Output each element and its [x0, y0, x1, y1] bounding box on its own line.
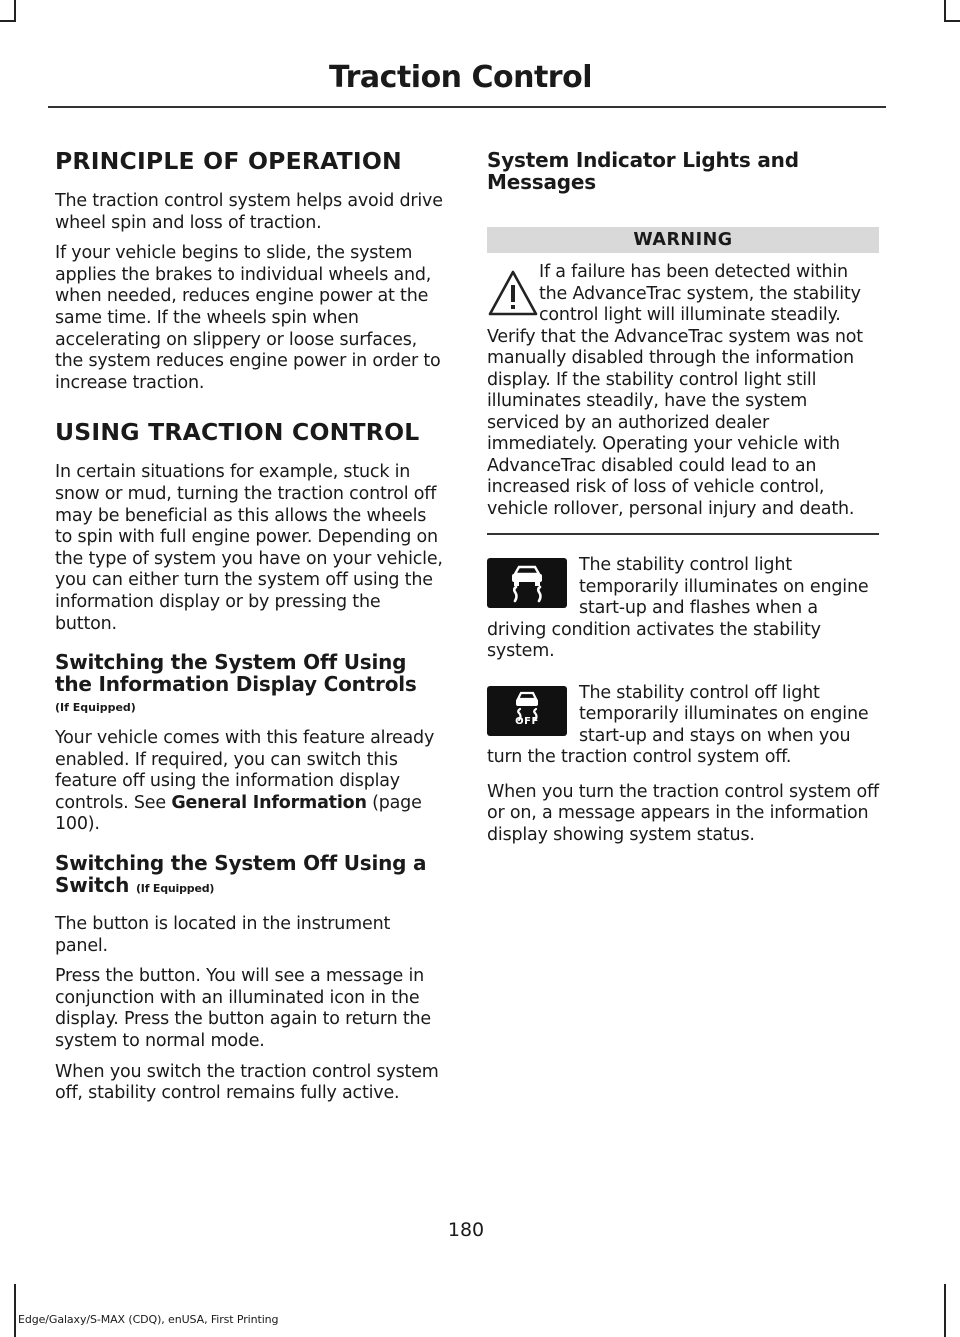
paragraph: If your vehicle begins to slide, the system applies the brakes to individual wheels and, when needed, reduces engine power at the same time. If the wheels spin when accelerating on slippery or loose surfaces, the system reduces engine power in order to increase traction. — [55, 243, 441, 393]
off-label: OFF — [515, 716, 539, 727]
heading-switch — [55, 852, 447, 900]
right-column — [487, 146, 879, 855]
stability-control-indicator — [487, 555, 879, 663]
warning-banner: WARNING — [487, 227, 879, 253]
crop-mark — [0, 20, 16, 22]
crop-mark — [14, 0, 16, 22]
paragraph: Press the button. You will see a message in conjunction with an illuminated icon in the display. Press the button again to return the system to normal mode. — [55, 966, 431, 1052]
warning-end-rule — [487, 533, 879, 535]
indicator-description: The stability control off light temporarily illuminates on engine start-up and stays on when you turn the traction control system off. — [487, 682, 869, 767]
paragraph: The button is located in the instrument panel. — [55, 914, 391, 956]
reference-lead-text: Your vehicle comes with this feature already enabled. If required, you can switch this feature off using the information display controls. See — [55, 728, 435, 813]
left-column — [55, 146, 447, 1114]
paragraph: When you switch the traction control system off, stability control remains fully active. — [55, 1061, 439, 1104]
warning-body — [487, 262, 879, 520]
indicator-description: The stability control light temporarily illuminates on engine start-up and flashes when a driving condition activates the stability system. — [487, 555, 869, 661]
if-equipped-note: (If Equipped) — [55, 701, 136, 715]
page-number: 180 — [447, 1219, 485, 1241]
paragraph: When you turn the traction control system off or on, a message appears in the information display showing system status. — [487, 781, 879, 845]
heading-system-indicator-lights: System Indicator Lights and Messages — [487, 148, 799, 194]
reference-page: (page 100). — [55, 792, 422, 835]
crop-mark — [14, 1284, 16, 1337]
stability-control-off-indicator — [487, 683, 879, 769]
crop-mark — [944, 20, 960, 22]
paragraph: The traction control system helps avoid drive wheel spin and loss of traction. — [55, 191, 443, 233]
paragraph: In certain situations for example, stuck in snow or mud, turning the traction control off may be beneficial as this allows the wheels to spin with full engine power. Depending on the type of system you have on your vehicle, you can either turn the system off using the information display or by pressing the button. — [55, 462, 443, 634]
general-information-link[interactable]: General Information — [171, 792, 367, 813]
stability-control-light-icon — [487, 558, 567, 608]
stability-control-off-light-icon — [487, 686, 567, 736]
page-title: Traction Control — [328, 60, 592, 95]
heading-using-traction-control: USING TRACTION CONTROL — [55, 418, 420, 447]
crop-mark — [944, 1284, 946, 1337]
header-rule — [48, 106, 886, 108]
heading-information-display-controls: Switching the System Off Using the Information Display Controls — [55, 650, 417, 697]
heading-principle-of-operation: PRINCIPLE OF OPERATION — [55, 147, 402, 175]
warning-triangle-icon — [487, 262, 539, 327]
edition-footer: Edge/Galaxy/S-MAX (CDQ), enUSA, First Printing — [18, 1313, 279, 1326]
crop-mark — [944, 0, 946, 22]
heading-switch-text: Switching the System Off Using a Switch — [55, 851, 427, 898]
paragraph-with-reference — [55, 728, 447, 836]
warning-text: If a failure has been detected within the AdvanceTrac system, the stability control light will illuminate steadily. Verify that the AdvanceTrac system was not manually disabled through the information display. If the stability control light still illuminates steadily, have the system serviced by an authorized dealer immediately. Operating your vehicle with AdvanceTrac disabled could lead to an increased risk of loss of vehicle control, vehicle rollover, personal injury and death. — [487, 262, 863, 519]
if-equipped-note: (If Equipped) — [135, 882, 215, 896]
